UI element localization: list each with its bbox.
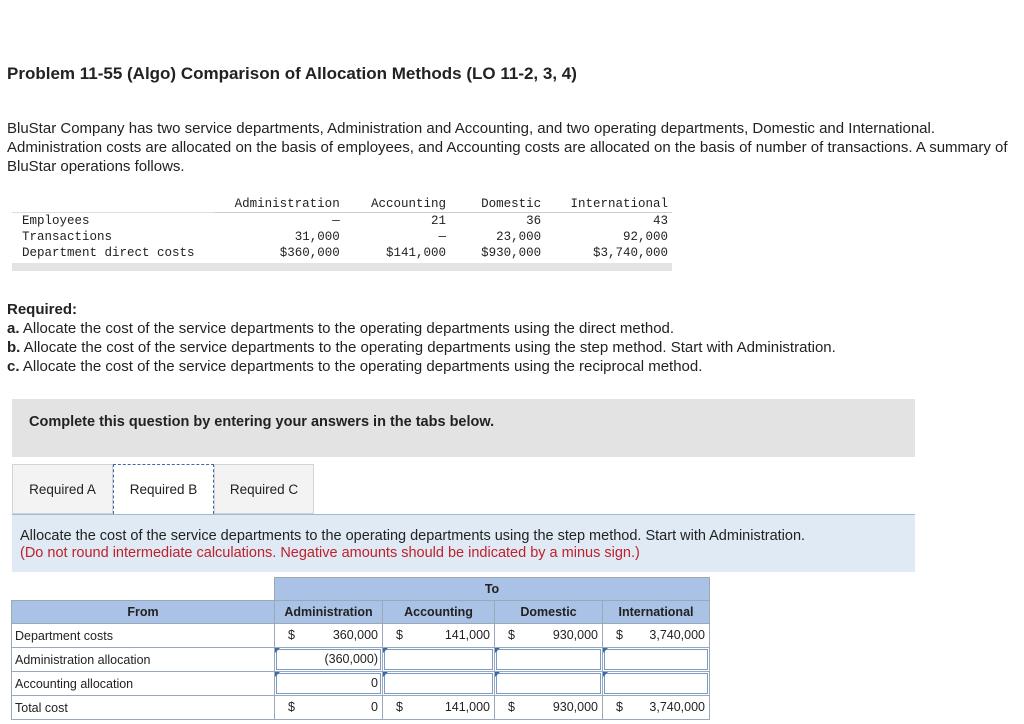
instruction-note: (Do not round intermediate calculations. Negative amounts should be indicated by a minus sign.): [20, 545, 640, 561]
cell-value: 930,000: [552, 628, 598, 642]
input-marker-icon: [603, 648, 608, 653]
to-header: To: [275, 578, 710, 601]
dollar-sign: $: [396, 628, 403, 642]
input-marker-icon: [275, 648, 280, 653]
summary-value: —: [332, 214, 340, 228]
summary-row: [12, 245, 672, 261]
dollar-sign: $: [396, 700, 403, 714]
tab-required-a[interactable]: Required A: [12, 464, 113, 514]
cell-value: 3,740,000: [649, 700, 705, 714]
dollar-sign: $: [288, 628, 295, 642]
summary-value: 43: [652, 214, 668, 228]
instruction-text: Allocate the cost of the service departments to the operating departments using the step method. Start with Administration.: [20, 528, 806, 544]
col-accounting: Accounting: [383, 601, 495, 624]
answer-input[interactable]: [603, 672, 709, 695]
input-marker-icon: [603, 672, 608, 677]
summary-value: 21: [430, 214, 446, 228]
col-administration: Administration: [275, 601, 383, 624]
input-marker-icon: [495, 672, 500, 677]
instruction-panel: [12, 514, 915, 572]
required-item-b: b. Allocate the cost of the service departments to the operating departments using the step method. Start with Administration.: [7, 339, 836, 356]
answer-input[interactable]: [383, 672, 494, 695]
summary-table-footer-bar: [12, 263, 672, 271]
required-item-c: c. Allocate the cost of the service departments to the operating departments using the reciprocal method.: [7, 358, 703, 375]
summary-value: 23,000: [496, 230, 542, 244]
summary-value: $3,740,000: [592, 246, 668, 260]
dollar-sign: $: [508, 628, 515, 642]
summary-header-international: International: [545, 196, 672, 213]
input-marker-icon: [275, 672, 280, 677]
answer-input[interactable]: [495, 648, 602, 671]
problem-title: Problem 11-55 (Algo) Comparison of Allocation Methods (LO 11-2, 3, 4): [7, 64, 577, 83]
summary-row-label: Transactions: [22, 230, 113, 244]
step-method-grid: [11, 577, 710, 720]
summary-value: —: [438, 230, 446, 244]
table-row: [12, 624, 710, 648]
cell-value: 141,000: [444, 700, 490, 714]
col-domestic: Domestic: [495, 601, 603, 624]
summary-value: 36: [526, 214, 542, 228]
complete-question-banner: [12, 399, 915, 457]
table-row: [12, 672, 710, 696]
summary-header-administration: Administration: [215, 196, 344, 213]
input-marker-icon: [495, 648, 500, 653]
cell-value: 930,000: [552, 700, 598, 714]
cell-value: 0: [371, 700, 378, 714]
cell-value: 360,000: [332, 628, 378, 642]
summary-value: $930,000: [481, 246, 542, 260]
summary-row: [12, 213, 672, 230]
summary-row: [12, 229, 672, 245]
required-section: [7, 300, 836, 376]
summary-header-domestic: Domestic: [450, 196, 545, 213]
tab-required-c[interactable]: Required C: [214, 464, 314, 514]
answer-input[interactable]: [603, 648, 709, 671]
row-label: Administration allocation: [12, 648, 275, 672]
tab-required-b[interactable]: Required B: [113, 464, 214, 514]
summary-value: $360,000: [279, 246, 340, 260]
table-row: [12, 648, 710, 672]
row-label: Department costs: [12, 624, 275, 648]
summary-value: 31,000: [294, 230, 340, 244]
answer-input[interactable]: [275, 648, 382, 671]
input-marker-icon: [383, 672, 388, 677]
cell-value: 3,740,000: [649, 628, 705, 642]
answer-input[interactable]: [275, 672, 382, 695]
dollar-sign: $: [616, 700, 623, 714]
from-header: From: [12, 601, 275, 624]
problem-intro: BluStar Company has two service departments, Administration and Accounting, and two operating departments, Domestic and International. Administration costs are allocated on the basis of employees, and Accounting costs are allocated on the basis of number of transactions. A summary of BluStar operations follows.: [7, 120, 1008, 175]
col-international: International: [603, 601, 710, 624]
cell-value: (360,000): [324, 652, 378, 666]
cell-value: 141,000: [444, 628, 490, 642]
answer-input[interactable]: [495, 672, 602, 695]
summary-row-label: Department direct costs: [22, 246, 195, 260]
required-heading: Required:: [7, 301, 78, 318]
summary-value: 92,000: [622, 230, 668, 244]
summary-row-label: Employees: [22, 214, 90, 228]
required-item-a: a. Allocate the cost of the service departments to the operating departments using the direct method.: [7, 320, 675, 337]
cell-value: 0: [371, 676, 378, 690]
dollar-sign: $: [508, 700, 515, 714]
row-label: Total cost: [12, 696, 275, 720]
summary-value: $141,000: [385, 246, 446, 260]
complete-question-text: Complete this question by entering your answers in the tabs below.: [29, 414, 495, 430]
operations-summary-table: [12, 196, 672, 271]
row-label: Accounting allocation: [12, 672, 275, 696]
table-row: [12, 696, 710, 720]
dollar-sign: $: [616, 628, 623, 642]
summary-header-accounting: Accounting: [344, 196, 450, 213]
answer-input[interactable]: [383, 648, 494, 671]
dollar-sign: $: [288, 700, 295, 714]
input-marker-icon: [383, 648, 388, 653]
